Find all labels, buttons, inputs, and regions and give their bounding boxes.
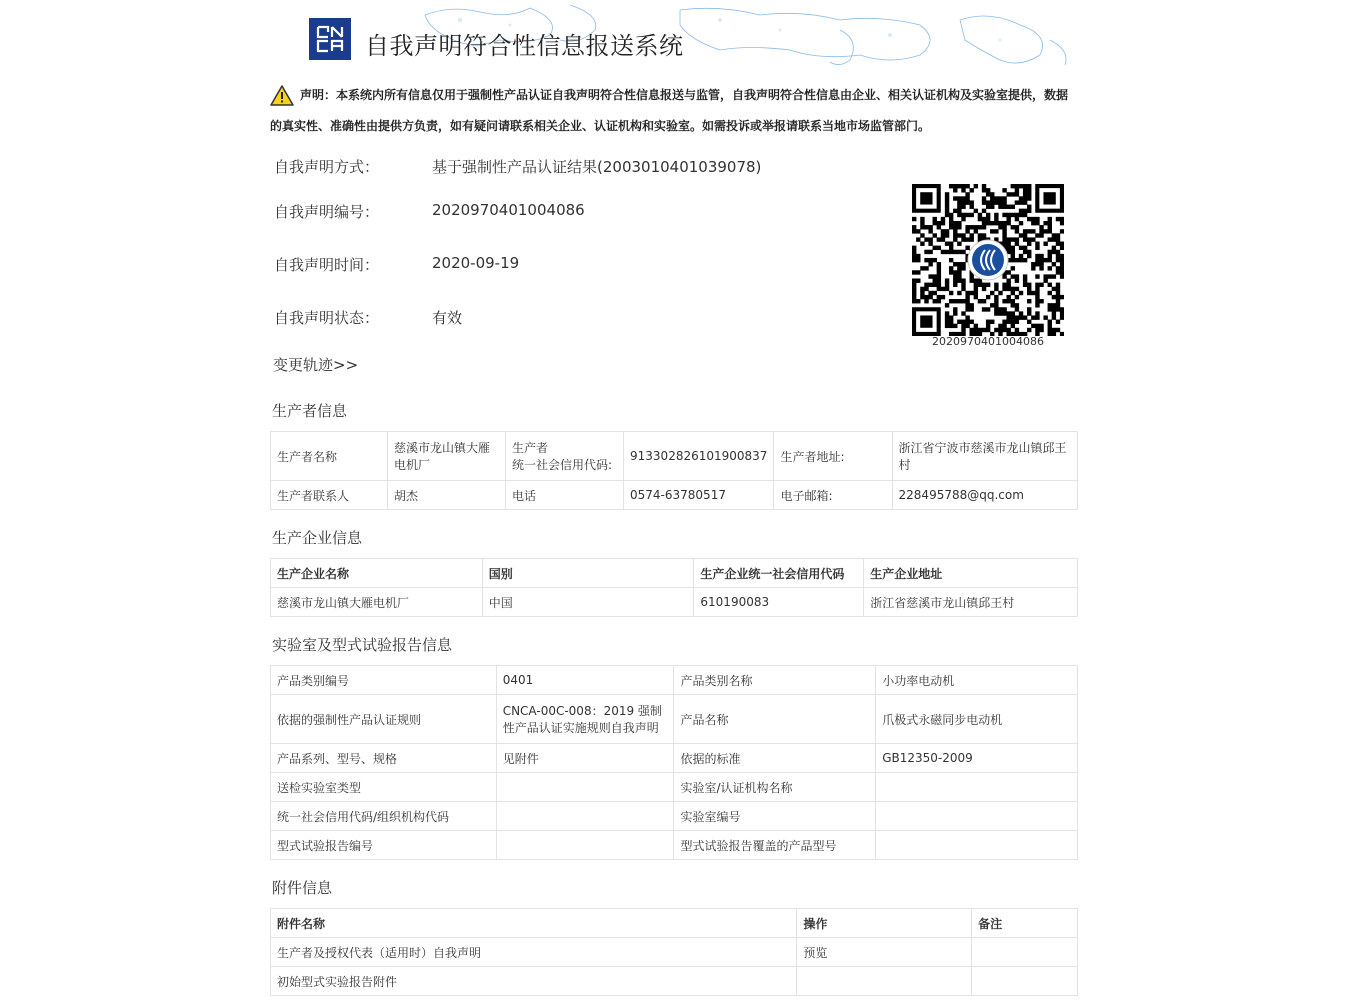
disclaimer-text: 声明：本系统内所有信息仅用于强制性产品认证自我声明符合性信息报送与监管，自我声明符合性信息由企业、相关认证机构及实验室提供，数据的真实性、准确性由提供方负责，如有疑问请联系相关企业、认证机构和实验室。如需投诉或举报请联系当地市场监管部门。 xyxy=(270,88,1069,133)
table-row xyxy=(271,831,1078,860)
attachment-remark xyxy=(972,938,1078,967)
number-label: 自我声明编号： xyxy=(274,203,380,221)
table-cell: 产品系列、型号、规格 xyxy=(271,744,497,773)
producer-email-label: 电子邮箱: xyxy=(774,481,892,510)
table-cell xyxy=(496,773,674,802)
cnca-logo xyxy=(309,18,351,60)
producer-credit-label xyxy=(505,432,623,481)
table-cell: 实验室编号 xyxy=(674,802,876,831)
producer-name-value: 慈溪市龙山镇大雁电机厂 xyxy=(387,432,505,481)
producer-phone-label: 电话 xyxy=(505,481,623,510)
table-row xyxy=(271,432,1078,481)
table-row xyxy=(271,695,1078,744)
producer-email-value: 228495788@qq.com xyxy=(892,481,1077,510)
table-header-row xyxy=(271,909,1078,938)
table-cell: 依据的标准 xyxy=(674,744,876,773)
producer-address-value: 浙江省宁波市慈溪市龙山镇邱王村 xyxy=(892,432,1077,481)
table-cell xyxy=(876,773,1078,802)
enterprise-table xyxy=(270,558,1078,617)
attachments-section-title: 附件信息 xyxy=(272,879,333,897)
table-cell: 见附件 xyxy=(496,744,674,773)
table-row xyxy=(271,967,1078,996)
producer-contact-label: 生产者联系人 xyxy=(271,481,388,510)
table-cell: 送检实验室类型 xyxy=(271,773,497,802)
producer-table xyxy=(270,431,1078,510)
table-cell: 依据的强制性产品认证规则 xyxy=(271,695,497,744)
producer-address-label: 生产者地址: xyxy=(774,432,892,481)
producer-section-title: 生产者信息 xyxy=(272,402,348,420)
status-label: 自我声明状态： xyxy=(274,309,380,327)
table-row xyxy=(271,666,1078,695)
table-cell: 实验室/认证机构名称 xyxy=(674,773,876,802)
table-cell xyxy=(496,802,674,831)
system-title: 自我声明符合性信息报送系统 xyxy=(365,32,684,60)
qr-code xyxy=(912,184,1064,336)
warning-icon xyxy=(270,85,294,106)
producer-credit-label-line2: 统一社会信用代码: xyxy=(511,458,612,472)
attachment-name: 初始型式实验报告附件 xyxy=(271,967,797,996)
preview-link[interactable]: 预览 xyxy=(797,938,972,967)
table-cell xyxy=(496,831,674,860)
table-cell xyxy=(876,831,1078,860)
table-header-row xyxy=(271,559,1078,588)
table-cell: 慈溪市龙山镇大雁电机厂 xyxy=(271,588,483,617)
producer-phone-value: 0574-63780517 xyxy=(624,481,774,510)
column-header: 国别 xyxy=(482,559,694,588)
table-row xyxy=(271,744,1078,773)
producer-contact-value: 胡杰 xyxy=(387,481,505,510)
table-row xyxy=(271,938,1078,967)
time-value: 2020-09-19 xyxy=(432,254,520,272)
table-cell: 0401 xyxy=(496,666,674,695)
number-value: 2020970401004086 xyxy=(432,201,585,219)
table-cell: 统一社会信用代码/组织机构代码 xyxy=(271,802,497,831)
producer-credit-label-line1: 生产者 xyxy=(511,441,548,455)
table-cell: 产品名称 xyxy=(674,695,876,744)
table-cell xyxy=(876,802,1078,831)
qr-code-number: 2020970401004086 xyxy=(932,335,1044,348)
lab-table xyxy=(270,665,1078,860)
header xyxy=(270,0,1078,70)
status-value: 有效 xyxy=(432,309,463,327)
method-label: 自我声明方式： xyxy=(274,158,380,176)
table-row xyxy=(271,588,1078,617)
time-label: 自我声明时间： xyxy=(274,256,380,274)
column-header: 生产企业地址 xyxy=(864,559,1078,588)
change-history-link[interactable]: 变更轨迹>> xyxy=(273,356,359,374)
cnca-logo-icon xyxy=(316,25,344,53)
table-cell: GB12350-2009 xyxy=(876,744,1078,773)
table-cell: 浙江省慈溪市龙山镇邱王村 xyxy=(864,588,1078,617)
enterprise-section-title: 生产企业信息 xyxy=(272,529,363,547)
table-cell: 610190083 xyxy=(694,588,864,617)
table-row xyxy=(271,773,1078,802)
table-row xyxy=(271,481,1078,510)
attachment-name: 生产者及授权代表（适用时）自我声明 xyxy=(271,938,797,967)
table-cell: CNCA-00C-008：2019 强制性产品认证实施规则自我声明 xyxy=(496,695,674,744)
column-header: 生产企业名称 xyxy=(271,559,483,588)
table-cell: 型式试验报告覆盖的产品型号 xyxy=(674,831,876,860)
attachments-table xyxy=(270,908,1078,996)
table-cell: 小功率电动机 xyxy=(876,666,1078,695)
table-cell: 中国 xyxy=(482,588,694,617)
method-value: 基于强制性产品认证结果(2003010401039078) xyxy=(432,158,762,176)
table-cell: 型式试验报告编号 xyxy=(271,831,497,860)
column-header: 操作 xyxy=(797,909,972,938)
column-header: 备注 xyxy=(972,909,1078,938)
column-header: 生产企业统一社会信用代码 xyxy=(694,559,864,588)
producer-name-label: 生产者名称 xyxy=(271,432,388,481)
table-row xyxy=(271,802,1078,831)
table-cell: 产品类别名称 xyxy=(674,666,876,695)
attachment-remark xyxy=(972,967,1078,996)
disclaimer-notice xyxy=(270,80,1078,142)
attachment-action xyxy=(797,967,972,996)
lab-section-title: 实验室及型式试验报告信息 xyxy=(272,636,453,654)
column-header: 附件名称 xyxy=(271,909,797,938)
producer-credit-value: 913302826101900837 xyxy=(624,432,774,481)
table-cell: 爪极式永磁同步电动机 xyxy=(876,695,1078,744)
table-cell: 产品类别编号 xyxy=(271,666,497,695)
